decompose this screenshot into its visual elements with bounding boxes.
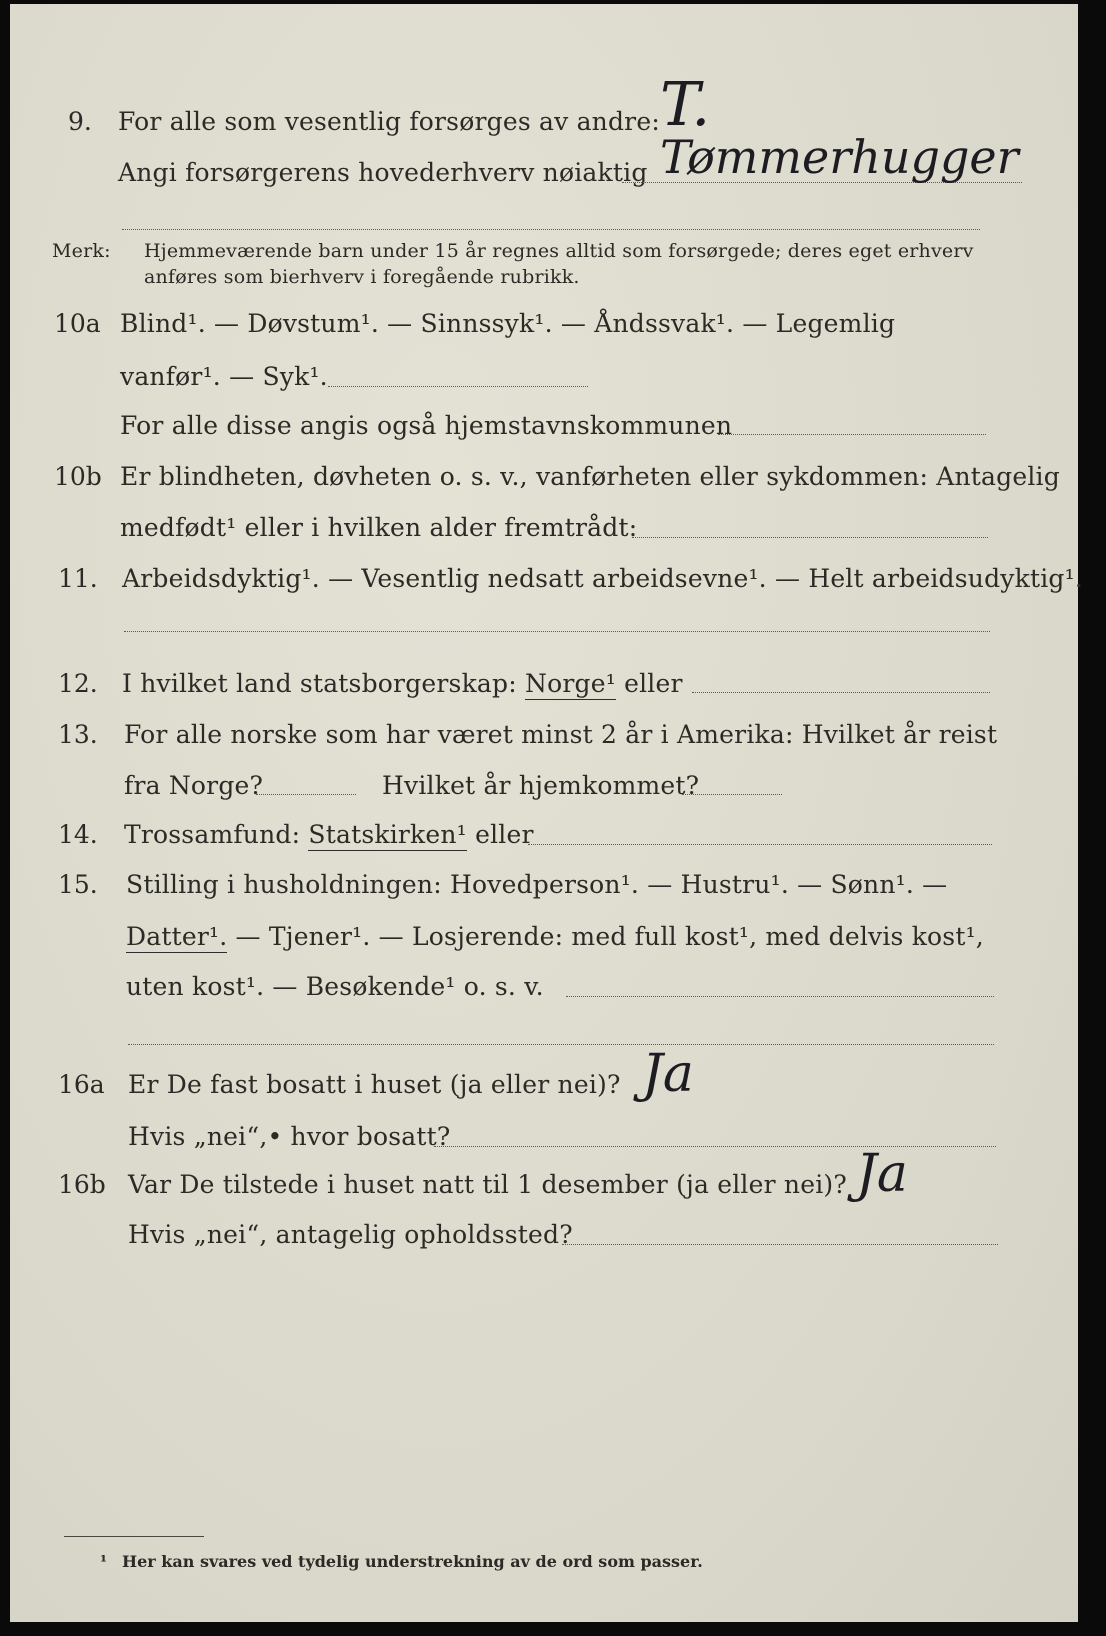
q12-number: 12. <box>58 669 98 698</box>
q12-prefix: I hvilket land statsborgerskap: <box>122 669 517 698</box>
q16a-line1: Er De fast bosatt i huset (ja eller nei)? <box>128 1070 621 1099</box>
footnote-text: Her kan svares ved tydelig understrekning av de ord som passer. <box>122 1552 703 1571</box>
q15-line1: Stilling i husholdningen: Hovedperson¹. — Hustru¹. — Sønn¹. — <box>126 870 948 899</box>
q13-line1: For alle norske som har været minst 2 år i Amerika: Hvilket år reist <box>124 720 998 749</box>
q16a-number: 16a <box>58 1070 105 1099</box>
q16a-answer-line <box>434 1146 996 1147</box>
q16b-handwriting-answer: Ja <box>856 1144 908 1204</box>
footnote-rule <box>64 1536 204 1537</box>
merk-line1: Hjemmeværende barn under 15 år regnes alltid som forsørgede; deres eget erhverv <box>144 240 974 262</box>
q16b-line2: Hvis „nei“, antagelig opholdssted? <box>128 1220 573 1249</box>
q10b-line2: medfødt¹ eller i hvilken alder fremtrådt: <box>120 513 638 542</box>
q14-line <box>124 820 534 850</box>
q9-line2: Angi forsørgerens hovederhverv nøiaktig <box>118 158 648 187</box>
q10a-line1: Blind¹. — Døvstum¹. — Sinnssyk¹. — Åndssvak¹. — Legemlig <box>120 309 896 338</box>
q11-line1: Arbeidsdyktig¹. — Vesentlig nedsatt arbeidsevne¹. — Helt arbeidsudyktig¹. <box>122 564 1083 593</box>
q14-option-statskirken: Statskirken¹ <box>308 820 467 849</box>
q16b-answer-line <box>562 1244 998 1245</box>
q13-line2b: Hvilket år hjemkommet? <box>382 771 700 800</box>
q15-line3: uten kost¹. — Besøkende¹ o. s. v. <box>126 972 544 1001</box>
census-form-page <box>10 4 1083 1622</box>
q10a-number: 10a <box>54 309 101 338</box>
footnote-mark: ¹ <box>100 1552 108 1571</box>
q10b-answer-line <box>632 537 988 538</box>
q13-line2a: fra Norge? <box>124 771 264 800</box>
q9-handwriting-occupation: Tømmerhugger <box>660 130 1019 184</box>
q15-answer-line <box>566 996 994 997</box>
q15-option-datter: Datter¹. <box>126 922 228 951</box>
q10a-line2: vanfør¹. — Syk¹. <box>120 362 328 391</box>
q16a-handwriting-answer: Ja <box>642 1044 694 1104</box>
q14-prefix: Trossamfund: <box>124 820 301 849</box>
merk-label: Merk: <box>52 240 111 262</box>
q15-line2-text: — Tjener¹. — Losjerende: med full kost¹, med delvis kost¹, <box>235 922 984 951</box>
q15-number: 15. <box>58 870 98 899</box>
merk-line2: anføres som bierhverv i foregående rubrikk. <box>144 266 580 288</box>
q10a-answer-line <box>328 386 588 387</box>
q13-departure-year-line <box>256 794 356 795</box>
q14-answer-line <box>528 844 992 845</box>
q11-number: 11. <box>58 564 98 593</box>
q12-line <box>122 669 683 699</box>
q16a-line2: Hvis „nei“,• hvor bosatt? <box>128 1122 451 1151</box>
q16b-line1: Var De tilstede i huset natt til 1 desember (ja eller nei)? <box>128 1170 847 1199</box>
q12-answer-line <box>692 692 990 693</box>
q12-suffix: eller <box>624 669 683 698</box>
q11-extra-line <box>124 631 990 632</box>
q14-suffix: eller <box>475 820 534 849</box>
q10a-hometown-line <box>718 434 986 435</box>
q10a-line3: For alle disse angis også hjemstavnskommunen <box>120 411 733 440</box>
q9-extra-line <box>122 229 980 230</box>
q15-line2 <box>126 922 984 952</box>
q9-line1: For alle som vesentlig forsørges av andre: <box>118 107 660 136</box>
q13-return-year-line <box>682 794 782 795</box>
q9-handwriting-initial: T. <box>660 70 711 140</box>
q9-number: 9. <box>68 107 92 136</box>
q15-extra-line <box>128 1044 994 1045</box>
q10b-number: 10b <box>54 462 102 491</box>
q13-number: 13. <box>58 720 98 749</box>
q10b-line1: Er blindheten, døvheten o. s. v., vanførheten eller sykdommen: Antagelig <box>120 462 1060 491</box>
q12-option-norge: Norge¹ <box>525 669 616 698</box>
q14-number: 14. <box>58 820 98 849</box>
q16b-number: 16b <box>58 1170 106 1199</box>
